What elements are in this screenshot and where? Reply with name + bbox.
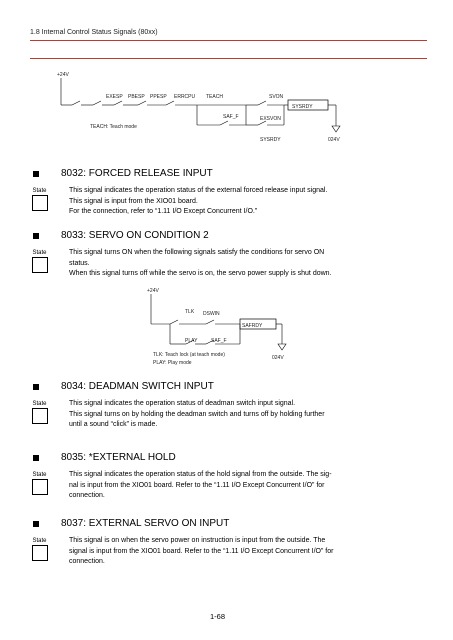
section-body: This signal indicates the operation status of the external forced release input signal. This signal is input from the XIO01 board. For the connection, refer to “1.11 I/O Except Concurrent I/O.”	[69, 187, 328, 215]
state-icon: State	[31, 472, 48, 495]
supply-label: +24V	[57, 72, 69, 78]
bullet-icon	[33, 384, 39, 390]
contact-label-pbesp: PBESP	[128, 94, 145, 100]
diagram-note-tlk: TLK: Teach lock (at teach mode)	[153, 352, 225, 358]
contact-label-saf-f: SAF_F	[223, 114, 239, 120]
ground-label: 024V	[272, 355, 284, 361]
running-header: 1.8 Internal Control Status Signals (80xx)	[30, 29, 158, 36]
ground-label: 024V	[328, 137, 340, 143]
contact-label-saf-f: SAF_F	[211, 338, 227, 344]
section-body: This signal indicates the operation status of the hold signal from the outside. The sig- nal is input from the XIO01 board. Refer to the “1.11 I/O Except Concurrent I/O” for connection.	[69, 471, 332, 499]
header-rule	[30, 40, 427, 41]
bullet-icon	[33, 171, 39, 177]
section-title: 8034: DEADMAN SWITCH INPUT	[61, 381, 214, 392]
contact-label-dswin: DSWIN	[203, 311, 220, 317]
coil-label-safrdy: SAFRDY	[242, 323, 263, 329]
contact-label-play: PLAY	[185, 338, 198, 344]
coil-label-sysrdy: SYSRDY	[292, 104, 313, 110]
section-title: 8035: *EXTERNAL HOLD	[61, 452, 176, 463]
supply-label: +24V	[147, 288, 159, 294]
section-body: This signal is on when the servo power on instruction is input from the outside. The signal is input from the XIO01 board. Refer to the “1.11 I/O Except Concurrent I/O” for connection.	[69, 537, 334, 565]
servo-circuit-diagram	[50, 68, 380, 163]
state-icon: State	[31, 188, 48, 211]
contact-label-sysrdy: SYSRDY	[260, 137, 281, 143]
diagram-note-play: PLAY: Play mode	[153, 360, 192, 366]
diagram-note: TEACH: Teach mode	[90, 124, 137, 130]
state-icon: State	[31, 401, 48, 424]
page-number: 1-68	[210, 612, 226, 621]
safety-circuit-diagram	[140, 284, 310, 370]
contact-label-svon: SVON	[269, 94, 284, 100]
section-title: 8032: FORCED RELEASE INPUT	[61, 168, 213, 179]
bullet-icon	[33, 233, 39, 239]
contact-label-exesp: EXESP	[106, 94, 123, 100]
bullet-icon	[33, 455, 39, 461]
contact-label-ppesp: PPESP	[150, 94, 167, 100]
section-title: 8037: EXTERNAL SERVO ON INPUT	[61, 518, 230, 529]
header-rule-lower	[30, 58, 427, 59]
section-body: This signal indicates the operation status of deadman switch input signal. This signal turns on by holding the deadman switch and turns off by holding further until a sound “click” is made.	[69, 400, 325, 428]
contact-label-tlk: TLK	[185, 309, 195, 315]
bullet-icon	[33, 521, 39, 527]
contact-label-teach: TEACH	[206, 94, 223, 100]
contact-label-errcpu: ERRCPU	[174, 94, 196, 100]
state-icon: State	[31, 250, 48, 273]
section-title: 8033: SERVO ON CONDITION 2	[61, 230, 209, 241]
section-body: This signal turns ON when the following signals satisfy the conditions for servo ON status. When this signal turns off while the servo is on, the servo power supply is shut down.	[69, 249, 332, 277]
contact-label-exsvon: EXSVON	[260, 116, 281, 122]
state-icon: State	[31, 538, 48, 561]
